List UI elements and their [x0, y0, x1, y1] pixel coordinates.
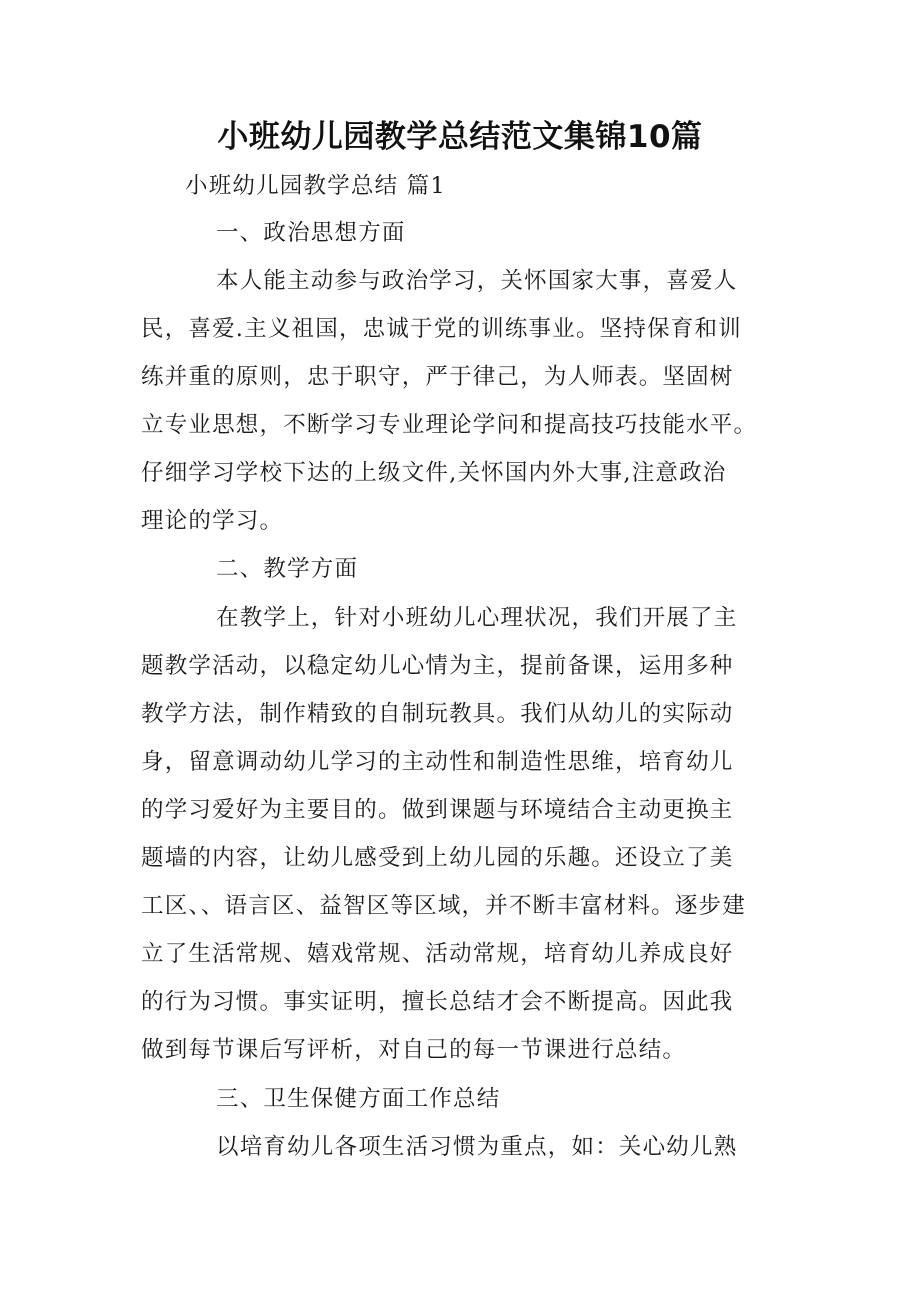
paragraph-line: 做到每节课后写评析，对自己的每一节课进行总结。 — [141, 1037, 687, 1063]
paragraph-line: 教学方法，制作精致的自制玩教具。我们从幼儿的实际动 — [141, 701, 734, 727]
paragraph-line: 立专业思想，不断学习专业理论学问和提高技巧技能水平。 — [141, 412, 758, 438]
paragraph-line: 的学习爱好为主要目的。做到课题与环境结合主动更换主 — [141, 797, 734, 823]
section-heading-teaching: 二、教学方面 — [216, 556, 359, 582]
document-title: 小班幼儿园教学总结范文集锦10篇 — [217, 119, 703, 155]
paragraph-line: 以培育幼儿各项生活习惯为重点，如：关心幼儿熟 — [216, 1134, 738, 1160]
paragraph-line: 理论的学习。 — [141, 508, 284, 534]
paragraph-line: 立了生活常规、嬉戏常规、活动常规，培育幼儿养成良好 — [141, 941, 734, 967]
paragraph-line: 民，喜爱.主义祖国，忠诚于党的训练事业。坚持保育和训 — [141, 316, 742, 342]
paragraph-line: 仔细学习学校下达的上级文件,关怀国内外大事,注意政治 — [141, 460, 727, 486]
section-heading-politics: 一、政治思想方面 — [216, 220, 406, 246]
paragraph-line: 题墙的内容，让幼儿感受到上幼儿园的乐趣。还设立了美 — [141, 845, 734, 871]
paragraph-line: 工区、、语言区、益智区等区域，并不断丰富材料。逐步建 — [141, 893, 746, 919]
paragraph-line: 题教学活动，以稳定幼儿心情为主，提前备课，运用多种 — [141, 653, 734, 679]
paragraph-line: 在教学上，针对小班幼儿心理状况，我们开展了主 — [216, 605, 738, 631]
paragraph-line: 身，留意调动幼儿学习的主动性和制造性思维，培育幼儿 — [141, 749, 734, 775]
section-heading-health: 三、卫生保健方面工作总结 — [216, 1086, 501, 1112]
article-subtitle: 小班幼儿园教学总结 篇1 — [185, 173, 446, 199]
paragraph-line: 练并重的原则，忠于职守，严于律己，为人师表。坚固树 — [141, 364, 734, 390]
paragraph-line: 的行为习惯。事实证明，擅长总结才会不断提高。因此我 — [141, 989, 734, 1015]
paragraph-line: 本人能主动参与政治学习，关怀国家大事，喜爱人 — [216, 268, 738, 294]
